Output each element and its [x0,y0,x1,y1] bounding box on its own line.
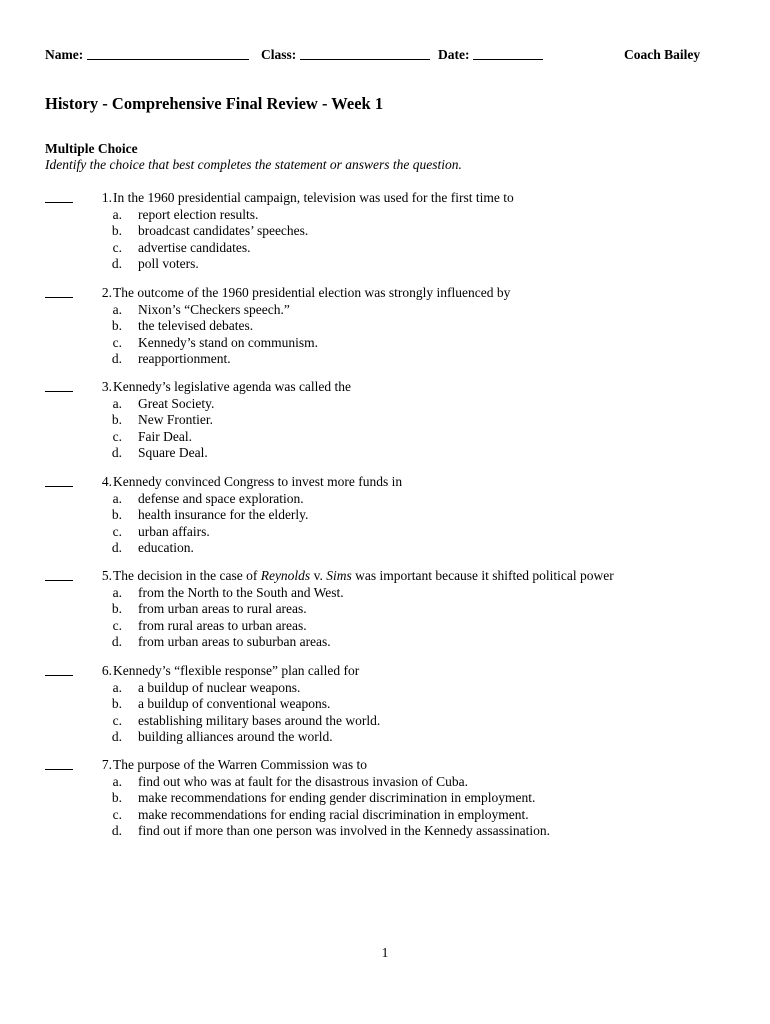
option-letter: d. [111,540,122,555]
option-text: make recommendations for ending racial discrimination in employment. [138,806,529,822]
class-label: Class: [261,47,297,62]
option-text: find out who was at fault for the disastrous invasion of Cuba. [138,773,468,789]
option-text: from the North to the South and West. [138,584,344,600]
question-stem [113,568,614,585]
option-letter: a. [112,679,122,695]
option-text: from urban areas to suburban areas. [138,634,331,649]
option-letter: c. [112,428,122,444]
option-letter: b. [111,318,122,333]
option-letter: a. [112,206,122,222]
option-text: building alliances around the world. [138,729,333,744]
question-number: 5. [101,568,112,583]
question-stem: The outcome of the 1960 presidential election was strongly influenced by [113,285,511,300]
question-number: 7. [101,757,112,772]
question-number: 1. [101,190,112,205]
option-letter: b. [111,696,122,711]
option-letter: d. [111,445,122,460]
answer-blank-5 [45,580,73,581]
option-letter: c. [112,239,122,255]
stem-text: v. [310,568,327,583]
option-letter: a. [112,395,122,411]
option-text: the televised debates. [138,318,254,333]
option-text: Fair Deal. [138,428,192,444]
option-text: find out if more than one person was involved in the Kennedy assassination. [138,823,551,838]
question-number: 2. [101,285,112,300]
option-text: Kennedy’s stand on communism. [138,334,318,350]
option-text: from rural areas to urban areas. [138,617,307,633]
question-stem: In the 1960 presidential campaign, television was used for the first time to [113,190,514,205]
option-letter: a. [112,490,122,506]
question-number: 4. [101,474,112,489]
option-letter: b. [111,507,122,522]
option-letter: c. [112,523,122,539]
page-title: History - Comprehensive Final Review - Week 1 [45,94,384,113]
option-text: report election results. [138,206,259,222]
option-text: defense and space exploration. [138,490,304,506]
question-stem: Kennedy’s “flexible response” plan called for [113,663,360,678]
name-blank-line [87,47,249,60]
worksheet-header [45,47,705,65]
option-text: reapportionment. [138,351,231,366]
stem-text: The decision in the case of [113,568,261,583]
question-stem: Kennedy’s legislative agenda was called the [113,379,352,394]
answer-blank-3 [45,391,73,392]
option-text: advertise candidates. [138,239,251,255]
option-text: urban affairs. [138,523,210,539]
answer-blank-7 [45,769,73,770]
option-text: a buildup of nuclear weapons. [138,679,301,695]
option-letter: a. [112,773,122,789]
option-text: Square Deal. [138,445,208,460]
page-number: 1 [381,945,389,960]
answer-blank-2 [45,297,73,298]
option-letter: a. [112,584,122,600]
date-label: Date: [438,47,470,62]
option-letter: d. [111,634,122,649]
option-text: poll voters. [138,256,199,271]
question-stem: Kennedy convinced Congress to invest more funds in [113,474,403,489]
option-text: a buildup of conventional weapons. [138,696,331,711]
option-letter: b. [111,601,122,616]
case-name: Reynolds [260,568,311,583]
option-text: make recommendations for ending gender discrimination in employment. [138,790,536,805]
option-letter: d. [111,729,122,744]
option-letter: a. [112,301,122,317]
option-letter: c. [112,806,122,822]
answer-blank-4 [45,486,73,487]
option-text: broadcast candidates’ speeches. [138,223,309,238]
option-letter: b. [111,790,122,805]
option-text: New Frontier. [138,412,213,427]
option-text: health insurance for the elderly. [138,507,309,522]
class-field [261,47,296,63]
date-blank-line [473,47,543,60]
section-heading: Multiple Choice [45,141,138,156]
option-letter: b. [111,412,122,427]
answer-blank-6 [45,675,73,676]
date-field [438,47,469,63]
option-text: establishing military bases around the world. [138,712,381,728]
class-blank-line [300,47,430,60]
option-text: Great Society. [138,395,215,411]
teacher-name: Coach Bailey [624,47,701,62]
option-letter: c. [112,712,122,728]
option-letter: b. [111,223,122,238]
option-text: education. [138,540,194,555]
option-letter: d. [111,256,122,271]
question-stem: The purpose of the Warren Commission was to [113,757,367,772]
stem-text: was important because it shifted political power [351,568,614,583]
section-instructions: Identify the choice that best completes the statement or answers the question. [45,157,462,172]
case-name: Sims [326,568,352,583]
name-label: Name: [45,47,84,62]
option-letter: c. [112,334,122,350]
option-letter: d. [111,351,122,366]
question-number: 6. [101,663,112,678]
name-field [45,47,83,63]
option-text: Nixon’s “Checkers speech.” [138,301,290,317]
question-number: 3. [101,379,112,394]
option-letter: d. [111,823,122,838]
option-text: from urban areas to rural areas. [138,601,307,616]
option-letter: c. [112,617,122,633]
answer-blank-1 [45,202,73,203]
